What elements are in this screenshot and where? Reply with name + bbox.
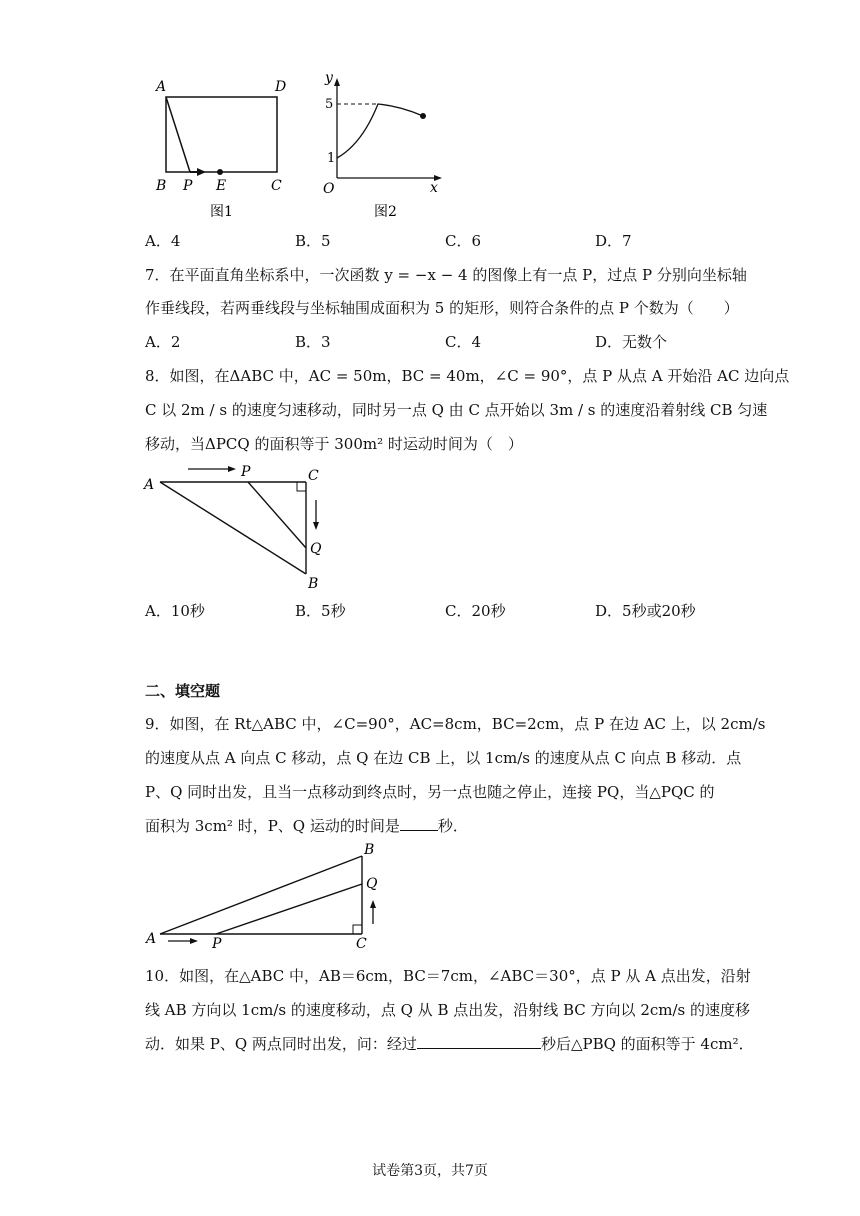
q10-text-line3-end: 秒后△PBQ 的面积等于 4cm²． xyxy=(540,1035,754,1053)
q8-option-c: C．20秒 xyxy=(445,602,506,620)
q9-label-C: C xyxy=(356,936,367,952)
q8-label-B: B xyxy=(308,576,319,592)
page-footer: 试卷第3页，共7页 xyxy=(372,1163,488,1179)
q6-option-a: A．4 xyxy=(145,232,181,250)
q7-option-c: C．4 xyxy=(445,333,482,351)
q9-text-line4-start: 面积为 3cm² 时，P、Q 运动的时间是 xyxy=(145,817,400,835)
q8-text-line1: 8．如图，在ΔABC 中，AC = 50m，BC = 40m，∠C = 90°，点 P 从点 A 开始沿 AC 边向点 xyxy=(145,367,790,385)
fig1-label-P: P xyxy=(183,178,193,194)
q8-label-Q: Q xyxy=(310,541,322,557)
q6-figure-2 xyxy=(310,70,450,225)
q10-text-line3 xyxy=(145,1034,754,1054)
q7-text-line2: 作垂线段，若两垂线段与坐标轴围成面积为 5 的矩形，则符合条件的点 P 个数为（ ） xyxy=(145,299,739,317)
q9-text-line3: P、Q 同时出发，且当一点移动到终点时，另一点也随之停止，连接 PQ，当△PQC 的 xyxy=(145,783,715,801)
fig2-label-O: O xyxy=(323,181,335,197)
fig2-label-x: x xyxy=(430,180,438,196)
q9-text-line4 xyxy=(145,816,468,836)
q9-text-line1: 9．如图，在 Rt△ABC 中，∠C=90°，AC=8cm，BC=2cm，点 P 在边 AC 上，以 2cm/s xyxy=(145,715,766,733)
section-heading: 二、填空题 xyxy=(145,682,221,700)
q8-option-a: A．10秒 xyxy=(145,602,205,620)
q7-text-line1: 7．在平面直角坐标系中，一次函数 y = −x − 4 的图像上有一点 P，过点 P 分别向坐标轴 xyxy=(145,266,747,284)
q8-text-line2: C 以 2m / s 的速度匀速移动，同时另一点 Q 由 C 点开始以 3m / s 的速度沿着射线 CB 匀速 xyxy=(145,401,768,419)
q9-answer-blank[interactable] xyxy=(400,816,438,831)
fig1-label-E: E xyxy=(216,178,227,194)
q8-option-d: D．5秒或20秒 xyxy=(595,602,696,620)
q10-answer-blank[interactable] xyxy=(417,1034,541,1049)
q8-figure xyxy=(140,458,340,593)
q8-label-C: C xyxy=(308,468,319,484)
q8-text-line3: 移动，当ΔPCQ 的面积等于 300m² 时运动时间为（ ） xyxy=(145,435,523,453)
q6-option-d: D．7 xyxy=(595,232,632,250)
fig1-label-B: B xyxy=(156,178,167,194)
fig1-label-D: D xyxy=(275,79,287,95)
q6-option-b: B．5 xyxy=(295,232,331,250)
fig2-label-y: y xyxy=(325,70,333,86)
q8-label-P: P xyxy=(241,464,251,480)
q8-label-A: A xyxy=(144,477,155,493)
q9-figure xyxy=(140,838,390,953)
q6-option-c: C．6 xyxy=(445,232,482,250)
q6-figure-1 xyxy=(140,74,300,224)
q9-text-line4-end: 秒． xyxy=(437,817,468,835)
q9-label-Q: Q xyxy=(366,876,378,892)
fig2-label-5: 5 xyxy=(325,97,334,112)
fig1-label-C: C xyxy=(271,178,282,194)
fig1-label-A: A xyxy=(156,79,167,95)
q10-text-line2: 线 AB 方向以 1cm/s 的速度移动，点 Q 从 B 点出发，沿射线 BC 方向以 2cm/s 的速度移 xyxy=(145,1001,751,1019)
fig1-caption: 图1 xyxy=(210,204,233,220)
q10-text-line1: 10．如图，在△ABC 中，AB＝6cm，BC＝7cm，∠ABC＝30°，点 P 从 A 点出发，沿射 xyxy=(145,967,751,985)
fig2-caption: 图2 xyxy=(374,204,397,220)
q9-label-A: A xyxy=(146,931,157,947)
q9-text-line2: 的速度从点 A 向点 C 移动，点 Q 在边 CB 上，以 1cm/s 的速度从点 C 向点 B 移动．点 xyxy=(145,749,742,767)
q7-option-d: D．无数个 xyxy=(595,333,668,351)
q10-text-line3-start: 动．如果 P、Q 两点同时出发，问：经过 xyxy=(145,1035,417,1053)
fig2-label-1: 1 xyxy=(327,151,336,166)
q9-label-B: B xyxy=(364,842,375,858)
q7-option-a: A．2 xyxy=(145,333,181,351)
q8-option-b: B．5秒 xyxy=(295,602,346,620)
q9-label-P: P xyxy=(212,936,222,952)
q7-option-b: B．3 xyxy=(295,333,331,351)
